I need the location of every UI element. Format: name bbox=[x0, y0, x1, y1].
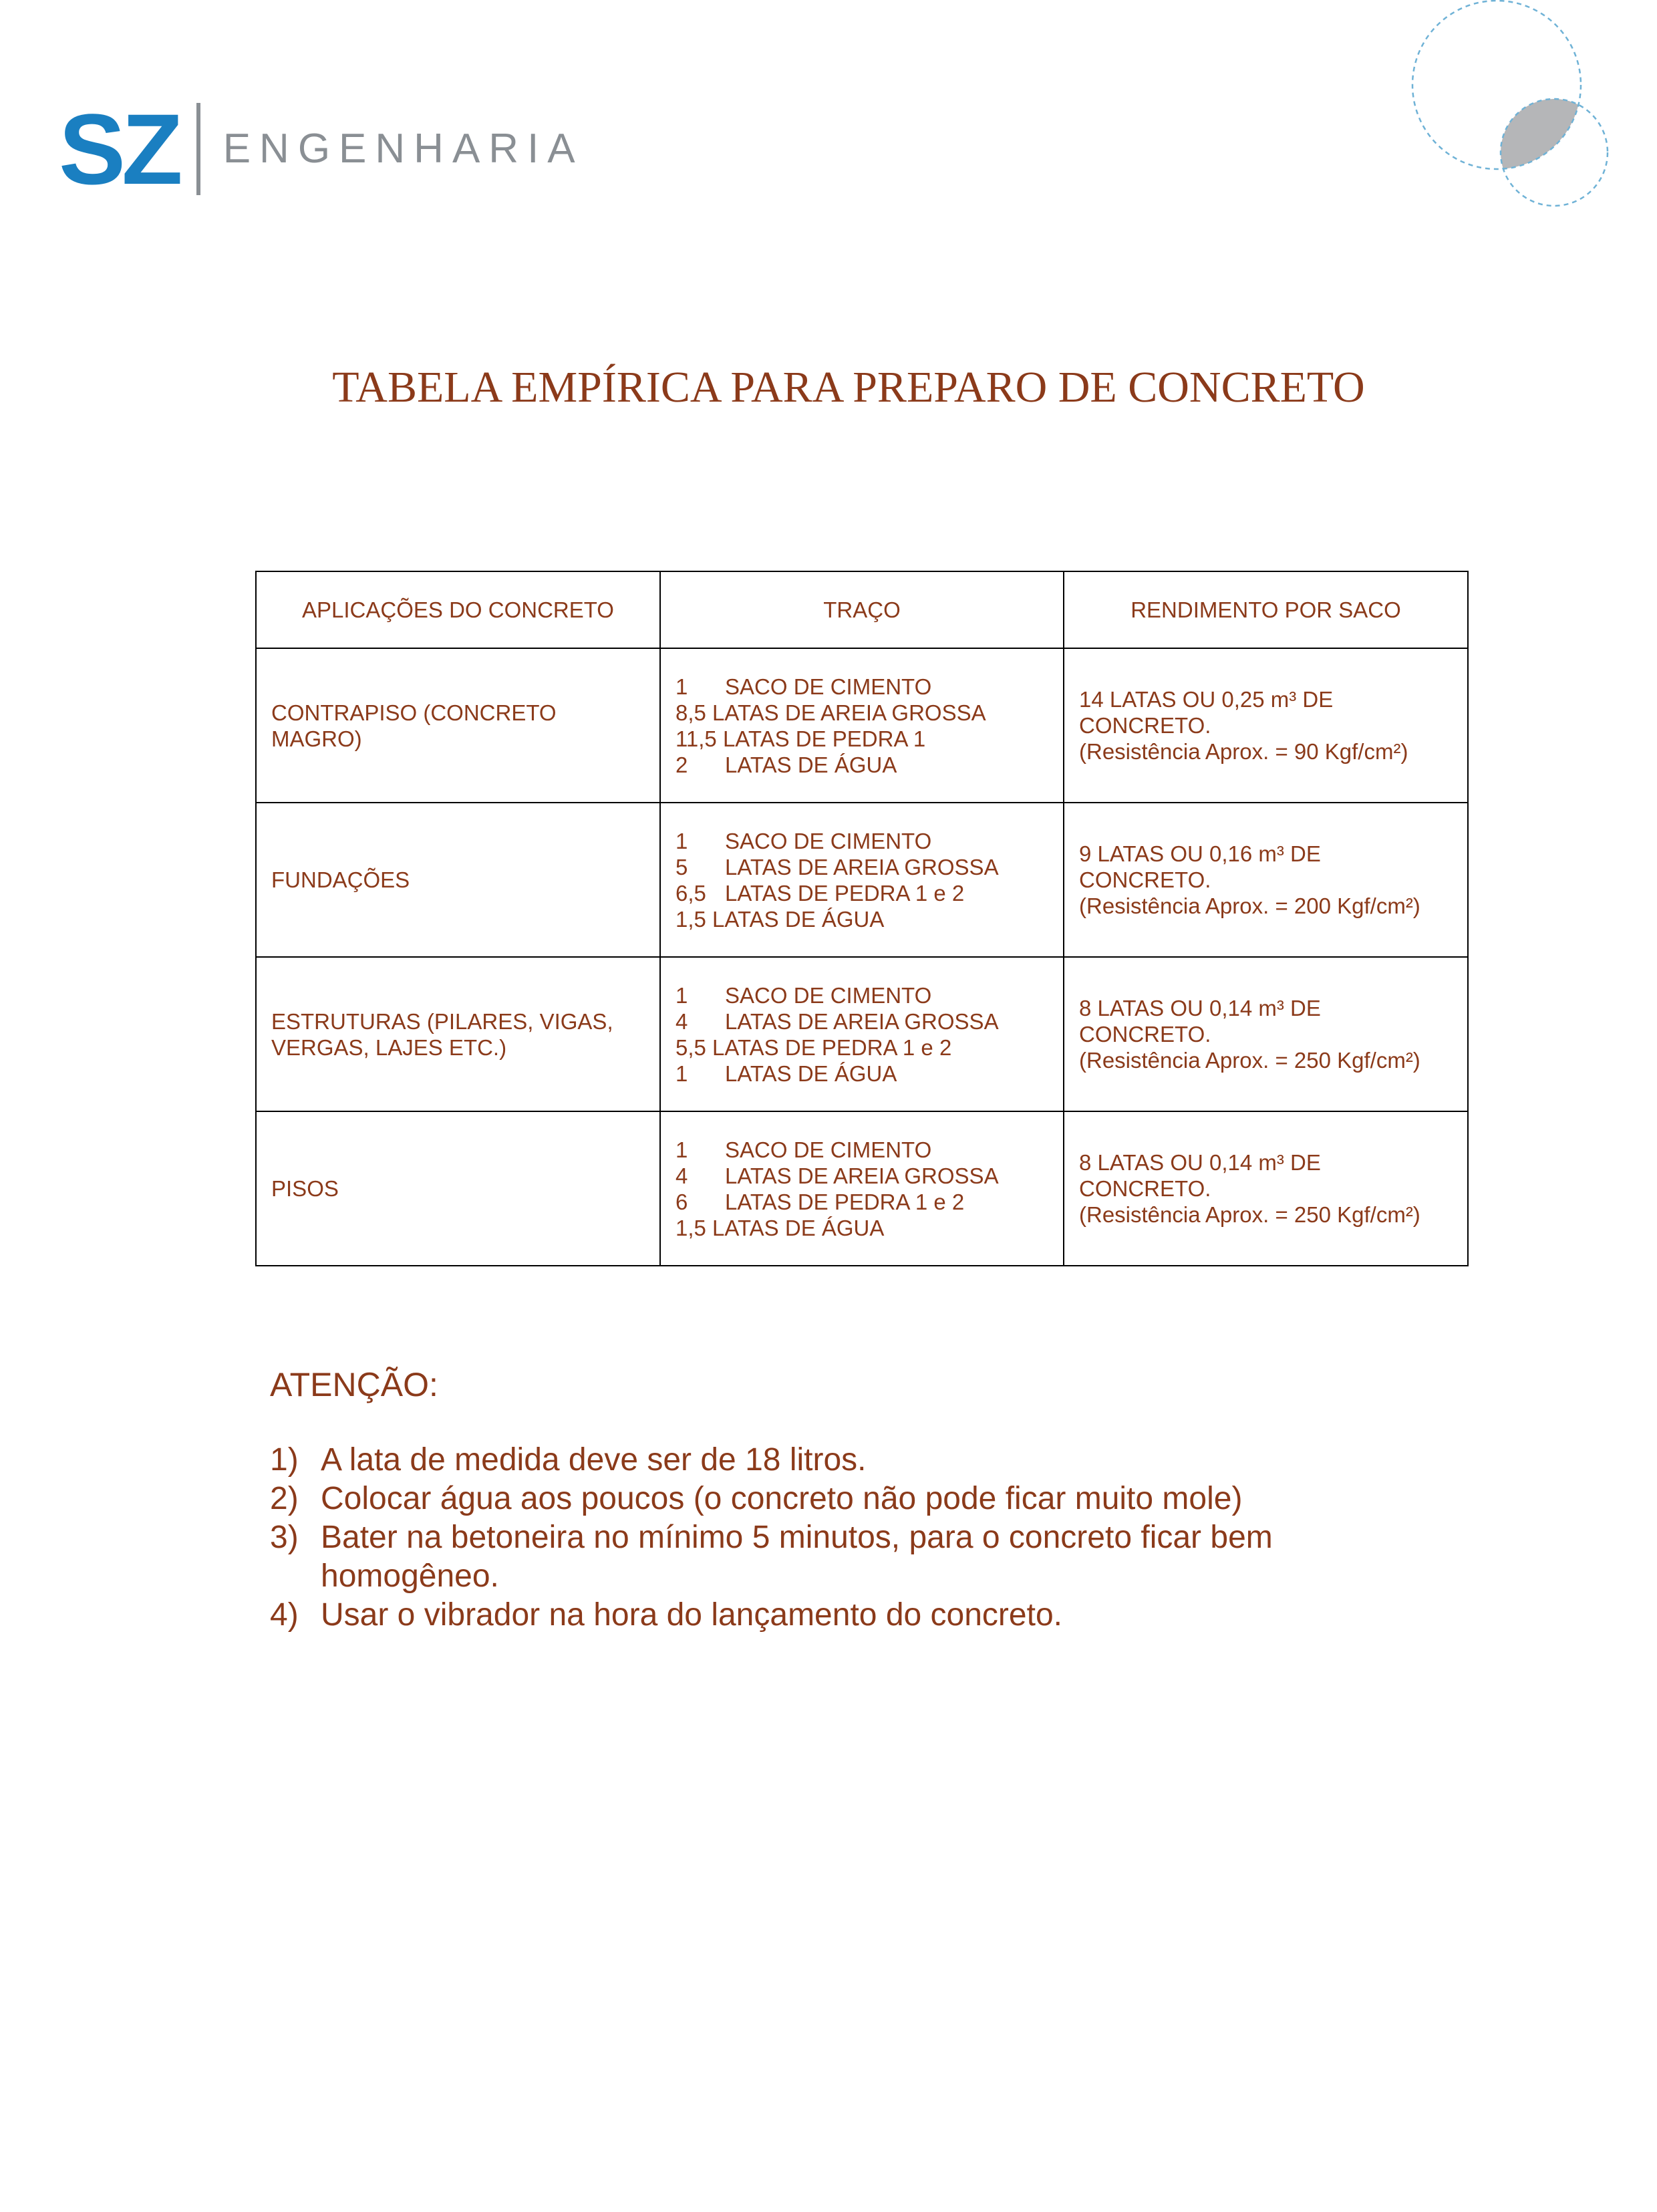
mix-qty: 11,5 bbox=[675, 726, 717, 751]
yield-line: CONCRETO. bbox=[1079, 867, 1211, 892]
mix-qty: 2 bbox=[675, 752, 688, 777]
mix-item: LATAS DE AREIA GROSSA bbox=[725, 1163, 999, 1188]
mix-item: LATAS DE AREIA GROSSA bbox=[712, 700, 986, 725]
mix-item: LATAS DE PEDRA 1 e 2 bbox=[725, 880, 965, 906]
yield-line: 9 LATAS OU 0,16 m³ DE bbox=[1079, 841, 1321, 866]
header-mix: TRAÇO bbox=[660, 571, 1064, 648]
mix-line bbox=[675, 828, 1048, 854]
mix-qty: 1 bbox=[675, 1061, 688, 1086]
table-row bbox=[256, 1111, 1468, 1266]
logo-mark: SZ bbox=[59, 93, 179, 205]
mix-item: SACO DE CIMENTO bbox=[725, 674, 932, 699]
cell-application bbox=[256, 648, 660, 803]
note-text: Usar o vibrador na hora do lançamento do concreto. bbox=[321, 1597, 1062, 1633]
mix-qty: 1,5 bbox=[675, 906, 706, 932]
notes-list bbox=[270, 1441, 1406, 1635]
mix-line bbox=[675, 982, 1048, 1008]
list-item bbox=[270, 1518, 1406, 1596]
cell-application bbox=[256, 1111, 660, 1266]
note-text: homogêneo. bbox=[321, 1558, 499, 1594]
cell-yield bbox=[1064, 648, 1468, 803]
logo-wordmark: ENGENHARIA bbox=[222, 126, 584, 172]
table-row bbox=[256, 803, 1468, 957]
mix-item: LATAS DE ÁGUA bbox=[712, 906, 885, 932]
mix-qty: 1 bbox=[675, 1137, 688, 1162]
cell-application bbox=[256, 957, 660, 1111]
attention-heading: ATENÇÃO: bbox=[270, 1366, 438, 1403]
application-line: VERGAS, LAJES ETC.) bbox=[271, 1034, 507, 1060]
mix-line bbox=[675, 726, 1048, 752]
cell-mix bbox=[660, 803, 1064, 957]
page-title: TABELA EMPÍRICA PARA PREPARO DE CONCRETO bbox=[332, 363, 1365, 412]
mix-qty: 1,5 bbox=[675, 1215, 706, 1240]
mix-qty: 4 bbox=[675, 1163, 688, 1188]
list-item bbox=[270, 1596, 1406, 1635]
note-text: Colocar água aos poucos (o concreto não pode ficar muito mole) bbox=[321, 1481, 1243, 1516]
note-text: A lata de medida deve ser de 18 litros. bbox=[321, 1442, 867, 1478]
mix-line bbox=[675, 1215, 1048, 1241]
mix-qty: 6 bbox=[675, 1189, 688, 1214]
mix-item: LATAS DE PEDRA 1 e 2 bbox=[712, 1034, 952, 1060]
yield-line: (Resistência Aprox. = 250 Kgf/cm²) bbox=[1079, 1048, 1420, 1073]
list-item bbox=[270, 1441, 1406, 1480]
mix-line bbox=[675, 1163, 1048, 1189]
note-text: Bater na betoneira no mínimo 5 minutos, para o concreto ficar bem bbox=[321, 1520, 1273, 1555]
mix-line bbox=[675, 674, 1048, 700]
mix-qty: 1 bbox=[675, 982, 688, 1008]
cell-application bbox=[256, 803, 660, 957]
yield-line: 8 LATAS OU 0,14 m³ DE bbox=[1079, 996, 1321, 1020]
table-header-row bbox=[256, 571, 1468, 648]
yield-line: CONCRETO. bbox=[1079, 713, 1211, 738]
application-line: MAGRO) bbox=[271, 726, 362, 751]
mix-line bbox=[675, 1061, 1048, 1087]
mix-item: LATAS DE ÁGUA bbox=[725, 752, 897, 777]
header-applications: APLICAÇÕES DO CONCRETO bbox=[256, 571, 660, 648]
mix-item: SACO DE CIMENTO bbox=[725, 1137, 932, 1162]
mix-item: LATAS DE PEDRA 1 bbox=[722, 726, 926, 751]
application-line: ESTRUTURAS (PILARES, VIGAS, bbox=[271, 1008, 613, 1034]
yield-line: 8 LATAS OU 0,14 m³ DE bbox=[1079, 1150, 1321, 1175]
yield-line: (Resistência Aprox. = 90 Kgf/cm²) bbox=[1079, 739, 1408, 764]
decorative-circles-icon bbox=[1403, 0, 1630, 207]
mix-line bbox=[675, 906, 1048, 932]
note-number: 1) bbox=[270, 1442, 299, 1478]
mix-item: LATAS DE PEDRA 1 e 2 bbox=[725, 1189, 965, 1214]
mix-line bbox=[675, 880, 1048, 906]
header-yield: RENDIMENTO POR SACO bbox=[1064, 571, 1468, 648]
cell-yield bbox=[1064, 1111, 1468, 1266]
mix-qty: 5,5 bbox=[675, 1034, 706, 1060]
table-row bbox=[256, 648, 1468, 803]
application-line: PISOS bbox=[271, 1176, 339, 1201]
list-item bbox=[270, 1480, 1406, 1518]
cell-yield bbox=[1064, 803, 1468, 957]
mix-qty: 8,5 bbox=[675, 700, 706, 725]
yield-line: 14 LATAS OU 0,25 m³ DE bbox=[1079, 687, 1334, 712]
table-row bbox=[256, 957, 1468, 1111]
mix-qty: 1 bbox=[675, 674, 688, 699]
mix-line bbox=[675, 1034, 1048, 1061]
mix-item: SACO DE CIMENTO bbox=[725, 828, 932, 853]
mix-qty: 6,5 bbox=[675, 880, 706, 906]
cell-mix bbox=[660, 648, 1064, 803]
mix-item: LATAS DE ÁGUA bbox=[712, 1215, 885, 1240]
application-line: CONTRAPISO (CONCRETO bbox=[271, 700, 557, 725]
mix-item: LATAS DE ÁGUA bbox=[725, 1061, 897, 1086]
application-line: FUNDAÇÕES bbox=[271, 867, 410, 892]
cell-mix bbox=[660, 1111, 1064, 1266]
yield-line: (Resistência Aprox. = 250 Kgf/cm²) bbox=[1079, 1202, 1420, 1227]
mix-item: LATAS DE AREIA GROSSA bbox=[725, 854, 999, 879]
mix-line bbox=[675, 700, 1048, 726]
logo-separator bbox=[196, 103, 200, 195]
mix-qty: 4 bbox=[675, 1008, 688, 1034]
mix-qty: 5 bbox=[675, 854, 688, 879]
yield-line: CONCRETO. bbox=[1079, 1176, 1211, 1201]
mix-line bbox=[675, 1008, 1048, 1034]
note-number: 3) bbox=[270, 1520, 299, 1555]
cell-yield bbox=[1064, 957, 1468, 1111]
yield-line: CONCRETO. bbox=[1079, 1022, 1211, 1047]
mix-line bbox=[675, 1137, 1048, 1163]
company-logo bbox=[59, 93, 584, 205]
mix-item: SACO DE CIMENTO bbox=[725, 982, 932, 1008]
mix-line bbox=[675, 1189, 1048, 1215]
mix-line bbox=[675, 752, 1048, 778]
concrete-mix-table bbox=[255, 571, 1469, 1266]
mix-item: LATAS DE AREIA GROSSA bbox=[725, 1008, 999, 1034]
note-number: 4) bbox=[270, 1597, 299, 1633]
mix-line bbox=[675, 854, 1048, 880]
cell-mix bbox=[660, 957, 1064, 1111]
yield-line: (Resistência Aprox. = 200 Kgf/cm²) bbox=[1079, 893, 1420, 918]
note-number: 2) bbox=[270, 1481, 299, 1516]
mix-qty: 1 bbox=[675, 828, 688, 853]
